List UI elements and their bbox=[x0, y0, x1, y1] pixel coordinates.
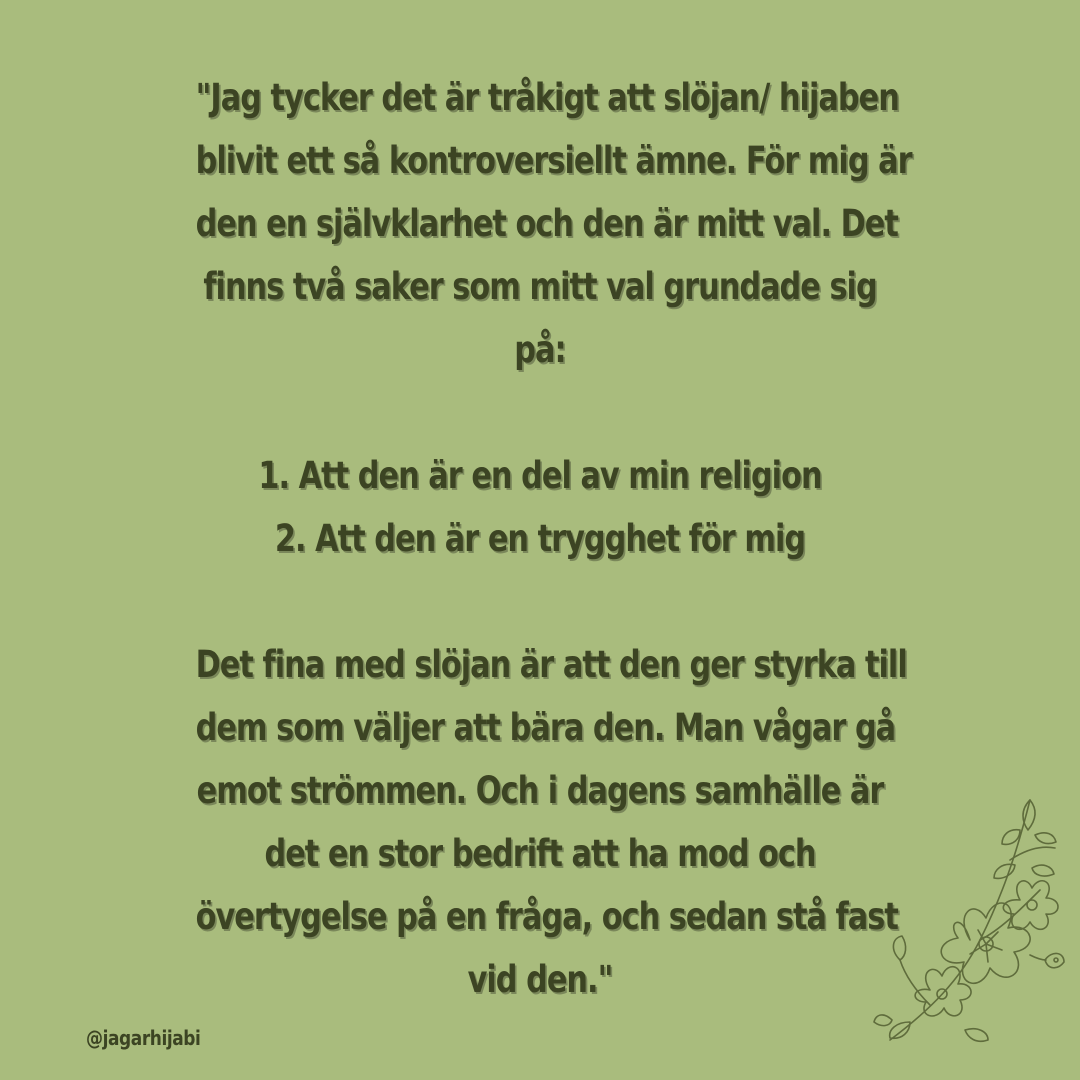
quote-line: emot strömmen. Och i dagens samhälle är bbox=[196, 769, 884, 812]
quote-line: "Jag tycker det är tråkigt att slöjan/ hijaben bbox=[195, 76, 899, 119]
quote-line: finns två saker som mitt val grundade sig bbox=[203, 265, 877, 308]
quote-line: den en självklarhet och den är mitt val. Det bbox=[195, 202, 898, 245]
quote-line: övertygelse på en fråga, och sedan stå fast bbox=[195, 895, 898, 938]
quote-line: på: bbox=[514, 328, 566, 371]
floral-line-art-icon bbox=[870, 790, 1070, 1050]
quote-text bbox=[195, 66, 912, 1011]
quote-line: dem som väljer att bära den. Man vågar gå bbox=[195, 706, 896, 749]
quote-line: Det fina med slöjan är att den ger styrka till bbox=[195, 643, 907, 686]
quote-line: det en stor bedrift att ha mod och bbox=[264, 832, 816, 875]
account-handle: @jagarhijabi bbox=[86, 1026, 201, 1050]
paragraph-gap bbox=[196, 570, 885, 633]
list-item: 1. Att den är en del av min religion bbox=[258, 454, 822, 497]
quote-line: vid den." bbox=[467, 958, 613, 1001]
list-item: 2. Att den är en trygghet för mig bbox=[274, 517, 806, 560]
paragraph-gap bbox=[196, 381, 885, 444]
quote-line: blivit ett så kontroversiellt ämne. För mig är bbox=[195, 139, 912, 182]
